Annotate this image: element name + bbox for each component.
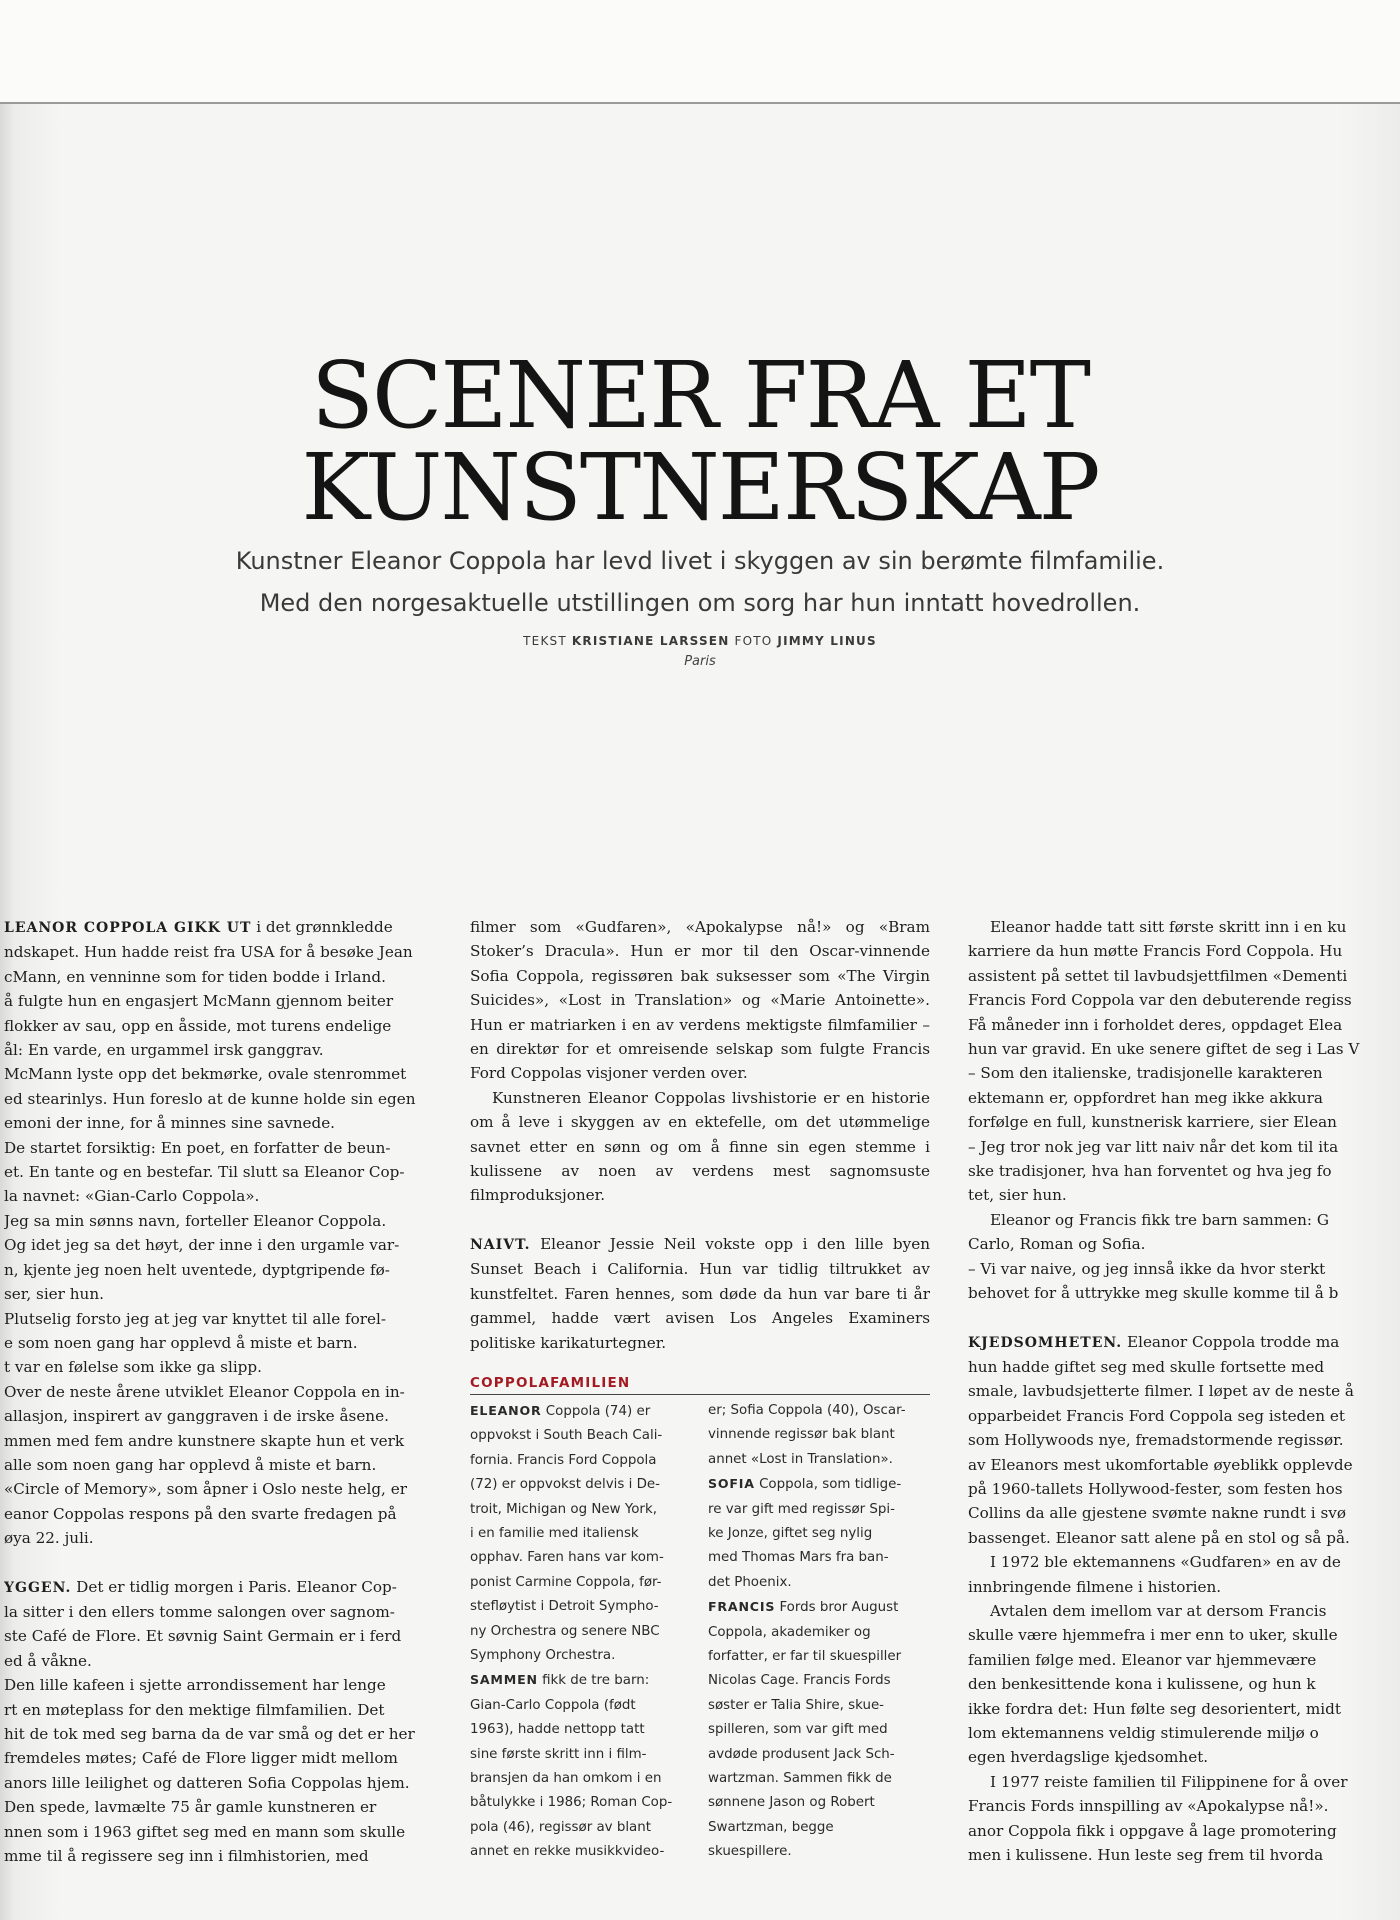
fact-line bbox=[708, 1767, 930, 1791]
text-line: flokker av sau, opp en åsside, mot turens endelige bbox=[4, 1016, 392, 1035]
fact-text: er; Sofia Coppola (40), Oscar- bbox=[708, 1402, 906, 1418]
text-line: Francis Ford Coppola var den debuterende regiss bbox=[968, 991, 1352, 1010]
fact-text: ke Jonze, giftet seg nylig bbox=[708, 1525, 873, 1541]
section-first-line: Eleanor Coppola trodde ma bbox=[1122, 1332, 1340, 1351]
dateline-place: Paris bbox=[684, 654, 716, 669]
text-line: hit de tok med seg barna da de var små og det er her bbox=[4, 1725, 415, 1743]
text-line: «Circle of Memory», som åpner i Oslo neste helg, er bbox=[4, 1480, 407, 1499]
text-line: Den spede, lavmælte 75 år gamle kunstneren er bbox=[4, 1798, 377, 1817]
text-line: forfølge en full, kunstnerisk karriere, sier Elean bbox=[968, 1113, 1337, 1132]
fact-text: forfatter, er far til skuespiller bbox=[708, 1648, 902, 1664]
headline-line-1: SCENER FRA ET bbox=[310, 342, 1090, 449]
deck-line-1: Kunstner Eleanor Coppola har levd livet i skyggen av sin berømte filmfamilie. bbox=[235, 547, 1165, 575]
text-line: egen hverdagslige kjedsomhet. bbox=[968, 1748, 1209, 1767]
fact-box-column-right bbox=[708, 1399, 930, 1865]
text-line: Carlo, Roman og Sofia. bbox=[968, 1235, 1146, 1254]
paragraph: Kunstneren Eleanor Coppolas livshistorie er en historie om å leve i skyggen av en ektefelle, om det utømmelige savnet etter en sønn og om å finne sin egen stemme i kulissene av noen av verdens mest sagnomsuste filmproduksjoner. bbox=[470, 1088, 930, 1205]
fact-line bbox=[470, 1743, 692, 1767]
fact-line bbox=[708, 1399, 930, 1423]
fact-text: pola (46), regissør av blant bbox=[470, 1819, 652, 1835]
fact-line bbox=[470, 1595, 692, 1619]
text-line: familien følge med. Eleanor var hjemmevære bbox=[968, 1650, 1317, 1669]
fact-caps: FRANCIS bbox=[708, 1599, 776, 1615]
text-line: ste Café de Flore. Et søvnig Saint Germain er i ferd bbox=[4, 1627, 402, 1646]
fact-line bbox=[708, 1423, 930, 1447]
column-1 bbox=[4, 915, 450, 1868]
text-line: men i kulissene. Hun leste seg frem til hvorda bbox=[968, 1846, 1324, 1865]
text-line: Collins da alle gjestene svømte nakne rundt i svø bbox=[968, 1504, 1346, 1523]
fact-text: båtulykke i 1986; Roman Cop- bbox=[470, 1795, 673, 1811]
text-line: la sitter i den ellers tomme salongen over sagnom- bbox=[4, 1602, 395, 1621]
fact-text: annet en rekke musikkvideo- bbox=[470, 1844, 665, 1860]
text-line: allasjon, inspirert av ganggraven i de irske åsene. bbox=[4, 1407, 389, 1426]
text-line: karriere da hun møtte Francis Ford Coppola. Hu bbox=[968, 942, 1343, 961]
fact-text: sine første skritt inn i film- bbox=[470, 1746, 647, 1762]
fact-line bbox=[470, 1767, 692, 1791]
text-line: skulle være hjemmefra i mer enn to uker, skulle bbox=[968, 1626, 1338, 1645]
fact-line bbox=[708, 1498, 930, 1522]
headline-line-2: KUNSTNERSKAP bbox=[301, 434, 1099, 541]
fact-text: med Thomas Mars fra ban- bbox=[708, 1550, 889, 1566]
column-3 bbox=[968, 915, 1400, 1867]
fact-line bbox=[470, 1620, 692, 1644]
text-line: av Eleanors mest ukomfortable øyeblikk opplevde bbox=[968, 1455, 1353, 1474]
text-line: ål: En varde, en urgammel irsk ganggrav. bbox=[4, 1041, 324, 1060]
text-line: anors lille leilighet og datteren Sofia Coppolas hjem. bbox=[4, 1773, 410, 1792]
fact-text: skuespillere. bbox=[708, 1844, 792, 1860]
fact-text: Symphony Orchestra. bbox=[470, 1647, 616, 1663]
fact-line bbox=[708, 1718, 930, 1742]
text-line: Francis Fords innspilling av «Apokalypse nå!». bbox=[968, 1797, 1329, 1816]
fact-text: søster er Talia Shire, skue- bbox=[708, 1697, 885, 1713]
text-line: Avtalen dem imellom var at dersom Francis bbox=[990, 1601, 1327, 1620]
fact-text: opphav. Faren hans var kom- bbox=[470, 1550, 664, 1566]
fact-text: stefløytist i Detroit Sympho- bbox=[470, 1599, 659, 1615]
fact-line bbox=[708, 1522, 930, 1546]
paragraph-naivt bbox=[470, 1232, 930, 1355]
fact-line bbox=[708, 1840, 930, 1864]
fact-text: fikk de tre barn: bbox=[537, 1673, 650, 1689]
text-line: Eleanor hadde tatt sitt første skritt inn i en ku bbox=[990, 918, 1347, 936]
text-line: hun var gravid. En uke senere giftet de seg i Las V bbox=[968, 1040, 1360, 1059]
text-line: ser, sier hun. bbox=[4, 1285, 104, 1304]
text-line: – Som den italienske, tradisjonelle karakteren bbox=[968, 1064, 1323, 1083]
section-lead-line bbox=[4, 1575, 450, 1600]
scan-top-margin bbox=[0, 0, 1400, 104]
fact-line bbox=[708, 1595, 930, 1620]
column-3-text bbox=[968, 915, 1400, 1306]
text-line: I 1972 ble ektemannens «Gudfaren» en av de bbox=[990, 1553, 1341, 1572]
fact-line bbox=[708, 1669, 930, 1693]
fact-caps: SOFIA bbox=[708, 1476, 755, 1492]
text-line: ed stearinlys. Hun foreslo at de kunne holde sin egen bbox=[4, 1089, 416, 1108]
text-line: bassenget. Eleanor satt alene på en stol og så på. bbox=[968, 1528, 1350, 1547]
text-line: fremdeles møtes; Café de Flore ligger midt mellom bbox=[4, 1749, 398, 1768]
text-line: McMann lyste opp det bekmørke, ovale stenrommet bbox=[4, 1065, 407, 1084]
section-caps: KJEDSOMHETEN. bbox=[968, 1334, 1123, 1351]
fact-box-heading: COPPOLAFAMILIEN bbox=[470, 1375, 930, 1395]
text-line: emoni der inne, for å minnes sine savnede. bbox=[4, 1114, 336, 1133]
deck-line-2: Med den norgesaktuelle utstillingen om sorg har hun inntatt hovedrollen. bbox=[259, 589, 1141, 617]
paragraph: filmer som «Gudfaren», «Apokalypse nå!» og «Bram Stoker’s Dracula». Hun er mor til den Oscar-vinnende Sofia Coppola, regissøren bak suksesser som «The Virgin Suicides», «Lost in Translation» og «Marie Antoinette». Hun er matriarken i en av verdens mektigste filmfamilier – en direktør for et omreisende selskap som fulgte Francis Ford Coppolas visjoner verden over. bbox=[470, 918, 930, 1083]
fact-text: Gian-Carlo Coppola (født bbox=[470, 1697, 636, 1713]
section-lead-line bbox=[968, 1330, 1400, 1355]
lead-paragraph-first-line bbox=[4, 915, 450, 940]
text-line: ndskapet. Hun hadde reist fra USA for å besøke Jean bbox=[4, 943, 413, 962]
fact-line bbox=[708, 1791, 930, 1815]
fact-line bbox=[708, 1621, 930, 1645]
fact-text: wartzman. Sammen fikk de bbox=[708, 1771, 892, 1786]
text-line: ske tradisjoner, hva han forventet og hva jeg fo bbox=[968, 1162, 1332, 1181]
byline-photographer: JIMMY LINUS bbox=[777, 634, 877, 648]
byline-author: KRISTIANE LARSSEN bbox=[571, 634, 730, 648]
text-line: De startet forsiktig: En poet, en forfatter de beun- bbox=[4, 1138, 391, 1157]
fact-line bbox=[470, 1571, 692, 1595]
fact-line bbox=[470, 1473, 692, 1497]
text-line: den benkesittende kona i kulissene, og hun k bbox=[968, 1675, 1316, 1694]
byline-photo-label: FOTO bbox=[734, 634, 773, 648]
text-line: – Jeg tror nok jeg var litt naiv når det kom til ita bbox=[968, 1137, 1339, 1156]
fact-text: ny Orchestra og senere NBC bbox=[470, 1623, 660, 1639]
fact-text: annet «Lost in Translation». bbox=[708, 1451, 893, 1467]
fact-text: spilleren, som var gift med bbox=[708, 1722, 888, 1738]
fact-text: sønnene Jason og Robert bbox=[708, 1795, 875, 1811]
fact-line bbox=[708, 1645, 930, 1669]
fact-text: vinnende regissør bak blant bbox=[708, 1427, 895, 1443]
fact-text: i en familie med italiensk bbox=[470, 1525, 639, 1541]
fact-text: (72) er oppvokst delvis i De- bbox=[470, 1477, 660, 1493]
text-line: Eleanor og Francis fikk tre barn sammen: G bbox=[990, 1210, 1329, 1229]
fact-caps: ELEANOR bbox=[470, 1402, 542, 1418]
byline-text-label: TEKST bbox=[523, 634, 567, 648]
column-1-text bbox=[4, 940, 450, 1550]
fact-text: Coppola, akademiker og bbox=[708, 1624, 871, 1640]
text-line: opparbeidet Francis Ford Coppola seg isteden et bbox=[968, 1406, 1345, 1425]
fact-line bbox=[470, 1840, 692, 1864]
fact-line bbox=[470, 1424, 692, 1448]
text-line: cMann, en venninne som for tiden bodde i Irland. bbox=[4, 967, 386, 986]
fact-text: re var gift med regissør Spi- bbox=[708, 1501, 895, 1517]
text-line: nnen som i 1963 giftet seg med en mann som skulle bbox=[4, 1822, 406, 1841]
text-line: alle som noen gang har opplevd å miste et barn. bbox=[4, 1455, 377, 1474]
fact-text: 1963), hadde nettopp tatt bbox=[470, 1722, 645, 1738]
fact-text: Swartzman, begge bbox=[708, 1819, 834, 1835]
fact-line bbox=[470, 1522, 692, 1546]
text-line: e som noen gang har opplevd å miste et barn. bbox=[4, 1333, 358, 1352]
text-line: lom ektemannens veldig stimulerende miljø o bbox=[968, 1724, 1319, 1742]
text-line: eanor Coppolas respons på den svarte fredagen på bbox=[4, 1504, 397, 1523]
fact-line bbox=[470, 1399, 692, 1424]
fact-text: Fords bror August bbox=[775, 1600, 899, 1616]
fact-text: Coppola, som tidlige- bbox=[754, 1477, 902, 1493]
column-1-text-2 bbox=[4, 1600, 450, 1868]
fact-box bbox=[470, 1375, 930, 1865]
column-2 bbox=[470, 915, 930, 1865]
text-line: Plutselig forsto jeg at jeg var knyttet til alle forel- bbox=[4, 1309, 387, 1328]
fact-line bbox=[470, 1718, 692, 1742]
fact-line bbox=[708, 1546, 930, 1570]
text-line: hun hadde giftet seg med skulle fortsette med bbox=[968, 1357, 1325, 1376]
text-line: assistent på settet til lavbudsjettfilmen «Dementi bbox=[968, 966, 1348, 985]
text-line: la navnet: «Gian-Carlo Coppola». bbox=[4, 1187, 260, 1206]
column-3-text-2 bbox=[968, 1355, 1400, 1868]
text-line: rt en møteplass for den mektige filmfamilien. Det bbox=[4, 1700, 385, 1719]
text-line: – Vi var naive, og jeg innså ikke da hvor sterkt bbox=[968, 1259, 1326, 1278]
text-line: mme til å regissere seg inn i filmhistorien, med bbox=[4, 1847, 369, 1866]
text-line: som Hollywoods nye, fremadstormende regissør. bbox=[968, 1431, 1344, 1450]
fact-line bbox=[708, 1694, 930, 1718]
text-line: ed å våkne. bbox=[4, 1651, 92, 1670]
fact-text: Nicolas Cage. Francis Fords bbox=[708, 1673, 891, 1689]
text-line: n, kjente jeg noen helt uventede, dyptgripende fø- bbox=[4, 1260, 390, 1279]
text-line: Og idet jeg sa det høyt, der inne i den urgamle var- bbox=[4, 1236, 400, 1255]
fact-text: ponist Carmine Coppola, før- bbox=[470, 1574, 662, 1590]
text-line: innbringende filmene i historien. bbox=[968, 1577, 1222, 1596]
text-line: ikke fordra det: Hun følte seg desorientert, midt bbox=[968, 1699, 1341, 1718]
text-line: t var en følelse som ikke ga slipp. bbox=[4, 1358, 262, 1377]
fact-line bbox=[708, 1472, 930, 1497]
fact-text: oppvokst i South Beach Cali- bbox=[470, 1428, 663, 1444]
text-line: øya 22. juli. bbox=[4, 1529, 94, 1548]
fact-text: Coppola (74) er bbox=[541, 1403, 651, 1419]
fact-line bbox=[470, 1498, 692, 1522]
section-first-line: Det er tidlig morgen i Paris. Eleanor Cop- bbox=[71, 1577, 397, 1596]
text-line: mmen med fem andre kunstnere skapte hun et verk bbox=[4, 1431, 405, 1450]
fact-line bbox=[470, 1546, 692, 1570]
fact-text: bransjen da han omkom i en bbox=[470, 1771, 662, 1786]
paragraph-text: Eleanor Jessie Neil vokste opp i den lille byen Sunset Beach i California. Hun var tidlig tiltrukket av kunstfeltet. Faren hennes, som døde da hun var bare ti år gammel, hadde vært avisen Los Angeles Examiners politiske karikaturtegner. bbox=[470, 1234, 930, 1352]
text-line: Over de neste årene utviklet Eleanor Coppola en in- bbox=[4, 1382, 405, 1401]
section-caps: YGGEN. bbox=[4, 1579, 72, 1596]
fact-line bbox=[470, 1694, 692, 1718]
fact-line bbox=[708, 1743, 930, 1767]
fact-line bbox=[708, 1816, 930, 1840]
fact-caps: SAMMEN bbox=[470, 1672, 538, 1688]
fact-line bbox=[708, 1571, 930, 1595]
text-line: anor Coppola fikk i oppgave å lage promotering bbox=[968, 1821, 1337, 1840]
fact-box-column-left bbox=[470, 1399, 692, 1865]
byline bbox=[0, 634, 1400, 648]
fact-text: avdøde produsent Jack Sch- bbox=[708, 1746, 895, 1762]
text-line: ektemann er, oppfordret han meg ikke akkura bbox=[968, 1088, 1323, 1107]
text-line: på 1960-tallets Hollywood-fester, som festen hos bbox=[968, 1479, 1343, 1498]
text-line: å fulgte hun en engasjert McMann gjennom beiter bbox=[4, 992, 394, 1011]
lead-caps: LEANOR COPPOLA GIKK UT bbox=[4, 920, 252, 936]
fact-line bbox=[470, 1668, 692, 1693]
fact-line bbox=[708, 1448, 930, 1472]
fact-line bbox=[470, 1816, 692, 1840]
fact-line bbox=[470, 1449, 692, 1473]
text-line: Jeg sa min sønns navn, forteller Eleanor Coppola. bbox=[4, 1211, 387, 1230]
text-line: smale, lavbudsjetterte filmer. I løpet av de neste å bbox=[968, 1382, 1354, 1401]
fact-line bbox=[470, 1644, 692, 1668]
text-line: tet, sier hun. bbox=[968, 1186, 1067, 1205]
fact-text: troit, Michigan og New York, bbox=[470, 1501, 657, 1517]
text-line: Få måneder inn i forholdet deres, oppdaget Elea bbox=[968, 1015, 1343, 1034]
lead-rest: i det grønnkledde bbox=[251, 918, 393, 936]
text-line: Den lille kafeen i sjette arrondissement har lenge bbox=[4, 1676, 386, 1695]
fact-line bbox=[470, 1791, 692, 1815]
text-line: behovet for å uttrykke meg skulle komme til å b bbox=[968, 1284, 1339, 1303]
fact-text: fornia. Francis Ford Coppola bbox=[470, 1452, 657, 1468]
fact-text: det Phoenix. bbox=[708, 1574, 792, 1590]
text-line: I 1977 reiste familien til Filippinene for å over bbox=[990, 1772, 1348, 1791]
text-line: et. En tante og en bestefar. Til slutt sa Eleanor Cop- bbox=[4, 1163, 405, 1182]
section-caps: NAIVT. bbox=[470, 1236, 531, 1253]
